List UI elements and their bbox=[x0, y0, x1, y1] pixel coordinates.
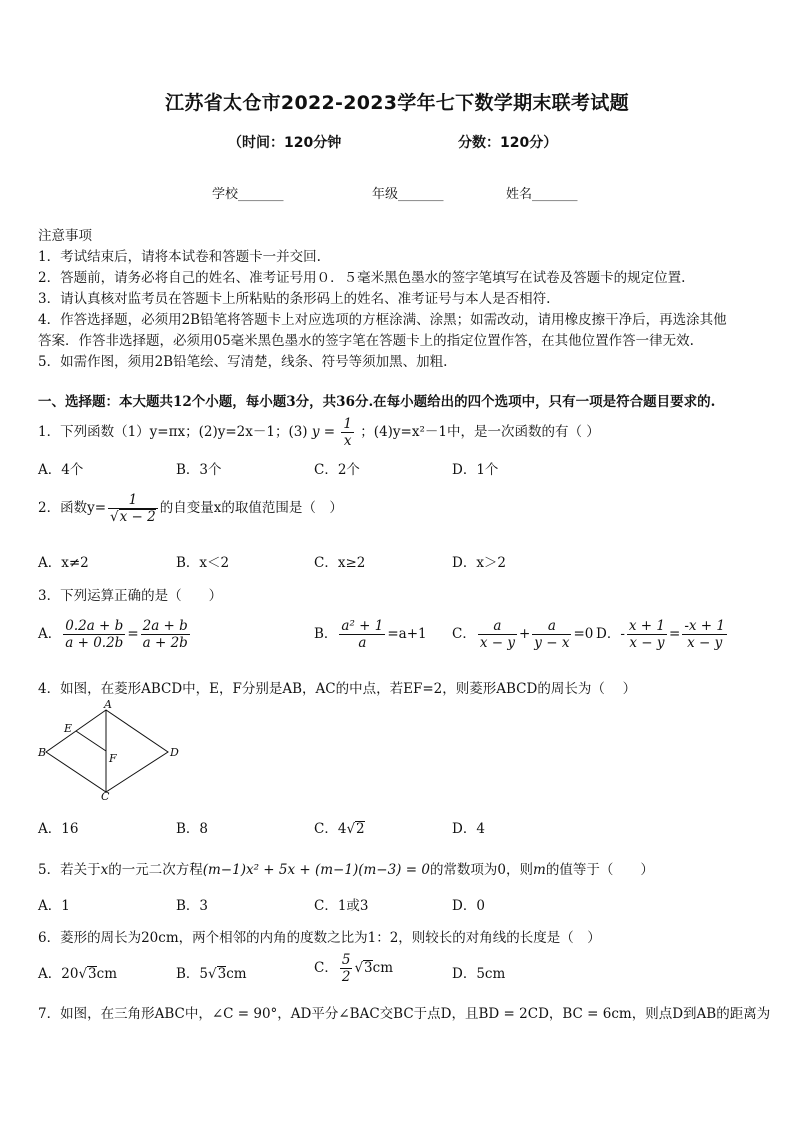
q6-option-d[interactable]: D．5cm bbox=[452, 966, 506, 982]
q5-option-d[interactable]: D．0 bbox=[452, 898, 485, 914]
question-1 bbox=[38, 416, 600, 449]
rhombus-figure bbox=[36, 700, 186, 800]
notice-item: 答案．作答非选择题，必须用05毫米黑色墨水的签字笔在答题卡上的指定位置作答，在其他位置作答一律无效. bbox=[38, 333, 694, 349]
q2-option-a[interactable]: A．x≠2 bbox=[38, 555, 89, 571]
q4-option-b[interactable]: B．8 bbox=[176, 821, 209, 837]
question-7: 7．如图，在三角形ABC中，∠C = 90°，AD平分∠BAC交BC于点D，且BD = 2CD，BC = 6cm，则点D到AB的距离为 bbox=[38, 1006, 771, 1022]
exam-score: 分数：120分） bbox=[458, 135, 558, 151]
notice-item: 3．请认真核对监考员在答题卡上所粘贴的条形码上的姓名、准考证号与本人是否相符. bbox=[38, 291, 551, 307]
q4-option-c[interactable]: C．4√2 bbox=[314, 821, 365, 837]
q1-option-d[interactable]: D．1个 bbox=[452, 462, 499, 478]
label-e: E bbox=[64, 722, 73, 735]
question-2 bbox=[38, 492, 343, 525]
question-6: 6．菱形的周长为20cm，两个相邻的内角的度数之比为1：2，则较长的对角线的长度是（ ） bbox=[38, 930, 601, 946]
q6-option-c[interactable]: C． $\frac{5}{2}$ √3cm bbox=[314, 952, 394, 985]
notice-heading: 注意事项 bbox=[38, 228, 92, 244]
grade-field: 年级_______ bbox=[372, 187, 444, 202]
label-a: A bbox=[104, 700, 112, 711]
q2-option-c[interactable]: C．x≥2 bbox=[314, 555, 366, 571]
notice-item: 2．答题前，请务必将自己的姓名、准考证号用０．５毫米黑色墨水的签字笔填写在试卷及答题卡的规定位置. bbox=[38, 270, 686, 286]
notice-item: 1．考试结束后，请将本试卷和答题卡一并交回. bbox=[38, 249, 321, 265]
q3-option-b[interactable]: B． $\frac{\text{a² + 1}}{a}$ =a+1 bbox=[314, 618, 427, 651]
segment-ef bbox=[76, 731, 106, 751]
q1-text-a: 1．下列函数（1）y=πx；(2)y=2x－1；(3) bbox=[38, 424, 308, 440]
exam-title: 江苏省太仓市2022-2023学年七下数学期末联考试题 bbox=[165, 92, 629, 114]
notice-item: 5．如需作图，须用2B铅笔绘、写清楚，线条、符号等须加黑、加粗. bbox=[38, 354, 448, 370]
q5-option-c[interactable]: C．1或3 bbox=[314, 898, 369, 914]
q1-option-a[interactable]: A．4个 bbox=[38, 462, 84, 478]
q5-option-b[interactable]: B．3 bbox=[176, 898, 209, 914]
q2-option-d[interactable]: D．x＞2 bbox=[452, 555, 507, 571]
q1-text-b: ；(4)y=x²－1中，是一次函数的有（ ） bbox=[360, 424, 600, 440]
q1-option-c[interactable]: C．2个 bbox=[314, 462, 360, 478]
label-d: D bbox=[170, 746, 179, 759]
q3-option-a[interactable]: A． $\frac{0.2a + b}{a + 0.2b}$ = $\frac{2a + b}{a + 2b}$ bbox=[38, 618, 188, 651]
exam-time: （时间：120分钟 bbox=[228, 135, 342, 151]
question-5: 5．若关于x的一元二次方程(m−1)x² + 5x + (m−1)(m−3) = 0的常数项为0，则m的值等于（ ） bbox=[38, 862, 654, 878]
q1-option-b[interactable]: B．3个 bbox=[176, 462, 222, 478]
q3-option-d[interactable]: D．- $\frac{x + 1}{x - y}$ = $\frac{-x + 1}{x - y}$ bbox=[596, 618, 725, 651]
section-heading: 一、选择题：本大题共12个小题，每小题3分，共36分.在每小题给出的四个选项中，只有一项是符合题目要求的. bbox=[38, 394, 716, 410]
question-4: 4．如图，在菱形ABCD中，E，F分别是AB，AC的中点，若EF=2，则菱形ABCD的周长为（ ） bbox=[38, 681, 637, 697]
q2-text-a: 2．函数y= bbox=[38, 500, 107, 516]
notice-item: 4．作答选择题，必须用2B铅笔将答题卡上对应选项的方框涂满、涂黑；如需改动，请用橡皮擦干净后，再选涂其他 bbox=[38, 312, 727, 328]
q6-option-b[interactable]: B．5√3cm bbox=[176, 966, 247, 982]
q4-option-a[interactable]: A．16 bbox=[38, 821, 79, 837]
label-b: B bbox=[38, 746, 47, 759]
q6-option-a[interactable]: A．20√3cm bbox=[38, 966, 118, 982]
q3-option-c[interactable]: C． $\frac{a}{x - y}$ + $\frac{a}{y - x}$ =0 bbox=[452, 618, 594, 651]
label-f: F bbox=[109, 752, 117, 765]
question-3: 3．下列运算正确的是（ ） bbox=[38, 588, 223, 604]
q2-text-b: 的自变量x的取值范围是（ ） bbox=[159, 500, 343, 516]
q1-fraction: $\frac{1}{x}$ bbox=[343, 416, 352, 449]
q5-option-a[interactable]: A．1 bbox=[38, 898, 70, 914]
name-field: 姓名_______ bbox=[506, 187, 578, 202]
q4-option-d[interactable]: D．4 bbox=[452, 821, 485, 837]
q2-option-b[interactable]: B．x＜2 bbox=[176, 555, 230, 571]
label-c: C bbox=[101, 790, 110, 800]
q1-y: y = bbox=[311, 424, 336, 440]
q2-fraction: $\frac{1}{√x - 2}$ bbox=[110, 492, 156, 525]
school-field: 学校_______ bbox=[212, 187, 284, 202]
